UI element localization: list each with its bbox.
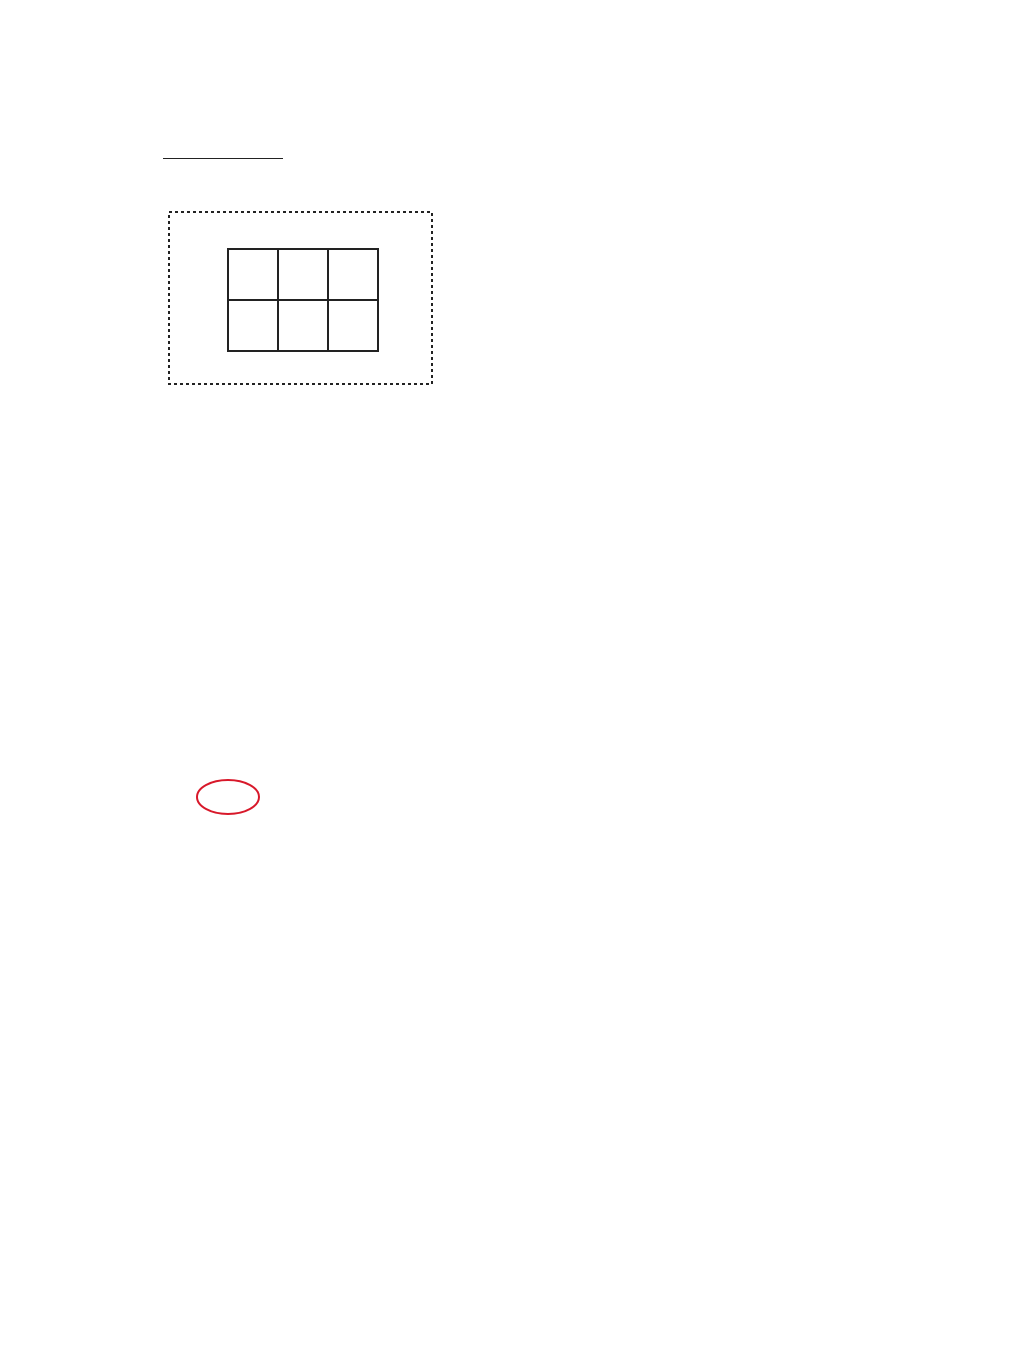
grid-top: [190, 432, 638, 544]
sketch-box: [168, 211, 434, 386]
q1-answer-blank: [163, 140, 283, 159]
circle-mark: [194, 776, 264, 818]
q1-line2: [163, 140, 283, 162]
grid-bottom: [190, 582, 638, 694]
six-squares-rectangle: [228, 249, 378, 351]
